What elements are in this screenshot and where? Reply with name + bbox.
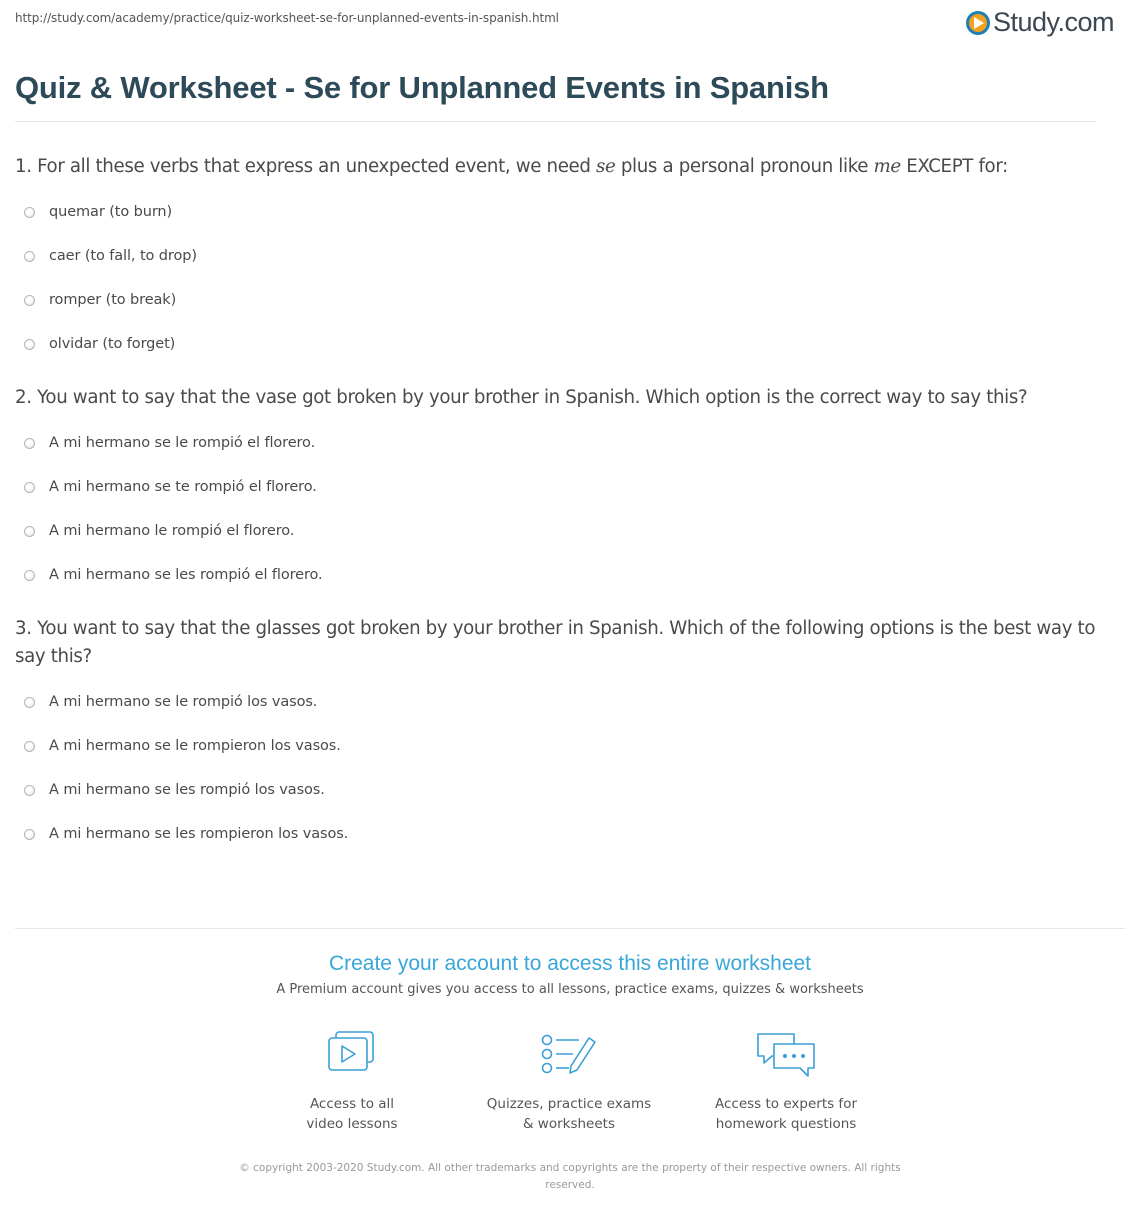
answer-label: olvidar (to forget) — [49, 336, 176, 352]
section-divider — [15, 928, 1125, 929]
radio-button[interactable] — [24, 570, 35, 581]
answer-label: A mi hermano se les rompió los vasos. — [49, 782, 325, 798]
radio-button[interactable] — [24, 339, 35, 350]
feature-quizzes — [469, 1030, 669, 1134]
answer-label: A mi hermano le rompió el florero. — [49, 523, 295, 539]
play-logo-icon — [966, 11, 990, 35]
answer-option[interactable] — [15, 553, 1120, 597]
answer-option[interactable] — [15, 421, 1120, 465]
answer-option[interactable] — [15, 234, 1120, 278]
radio-button[interactable] — [24, 526, 35, 537]
answer-label: A mi hermano se les rompieron los vasos. — [49, 826, 349, 842]
answer-option[interactable] — [15, 768, 1120, 812]
answer-option[interactable] — [15, 680, 1120, 724]
answer-option[interactable] — [15, 724, 1120, 768]
feature-video-lessons — [252, 1030, 452, 1134]
radio-button[interactable] — [24, 207, 35, 218]
radio-button[interactable] — [24, 251, 35, 262]
question-1-options — [15, 190, 1120, 366]
answer-label: A mi hermano se te rompió el florero. — [49, 479, 317, 495]
answer-label: caer (to fall, to drop) — [49, 248, 197, 264]
feature-label: Access to all video lessons — [306, 1096, 398, 1132]
page-url: http://study.com/academy/practice/quiz-worksheet-se-for-unplanned-events-in-spanish.html — [15, 11, 559, 25]
answer-label: quemar (to burn) — [49, 204, 173, 220]
page-title: Quiz & Worksheet - Se for Unplanned Events in Spanish — [15, 70, 829, 105]
quiz-checklist-icon — [539, 1030, 599, 1082]
question-1-text: 1. For all these verbs that express an unexpected event, we need se plus a personal pronoun like me EXCEPT for: — [15, 156, 1008, 177]
radio-button[interactable] — [24, 482, 35, 493]
create-account-link[interactable]: Create your account to access this entire worksheet — [328, 952, 812, 975]
radio-button[interactable] — [24, 295, 35, 306]
answer-option[interactable] — [15, 465, 1120, 509]
question-3 — [15, 615, 1120, 856]
answer-label: A mi hermano se le rompieron los vasos. — [49, 738, 341, 754]
logo-text: Study.com — [992, 7, 1114, 37]
answer-option[interactable] — [15, 509, 1120, 553]
radio-button[interactable] — [24, 438, 35, 449]
feature-label: Access to experts for homework questions — [714, 1096, 857, 1132]
feature-label: Quizzes, practice exams & worksheets — [486, 1096, 652, 1132]
copyright-notice: © copyright 2003-2020 Study.com. All other trademarks and copyrights are the property of their respective owners. All rights reserved. — [239, 1162, 901, 1191]
premium-description: A Premium account gives you access to all lessons, practice exams, quizzes & worksheets — [276, 982, 864, 997]
question-2-options — [15, 421, 1120, 597]
question-2-text: 2. You want to say that the vase got broken by your brother in Spanish. Which option is the correct way to say this? — [15, 387, 1028, 408]
radio-button[interactable] — [24, 741, 35, 752]
answer-option[interactable] — [15, 278, 1120, 322]
question-1 — [15, 153, 1120, 366]
answer-label: A mi hermano se le rompió el florero. — [49, 435, 316, 451]
answer-label: A mi hermano se le rompió los vasos. — [49, 694, 318, 710]
expert-chat-icon — [754, 1030, 818, 1082]
feature-experts — [686, 1030, 886, 1134]
answer-option[interactable] — [15, 812, 1120, 856]
question-2 — [15, 384, 1120, 597]
radio-button[interactable] — [24, 785, 35, 796]
radio-button[interactable] — [24, 829, 35, 840]
answer-option[interactable] — [15, 190, 1120, 234]
radio-button[interactable] — [24, 697, 35, 708]
header-divider — [15, 121, 1096, 122]
answer-label: A mi hermano se les rompió el florero. — [49, 567, 323, 583]
me-word: me — [873, 156, 901, 177]
answer-option[interactable] — [15, 322, 1120, 366]
quiz-questions — [15, 153, 1120, 874]
study-logo[interactable] — [966, 7, 1114, 38]
answer-label: romper (to break) — [49, 292, 177, 308]
question-3-options — [15, 680, 1120, 856]
video-lessons-icon — [324, 1030, 380, 1082]
se-word: se — [596, 156, 616, 177]
question-3-text: 3. You want to say that the glasses got broken by your brother in Spanish. Which of the following options is the best way to say this? — [15, 618, 1096, 667]
